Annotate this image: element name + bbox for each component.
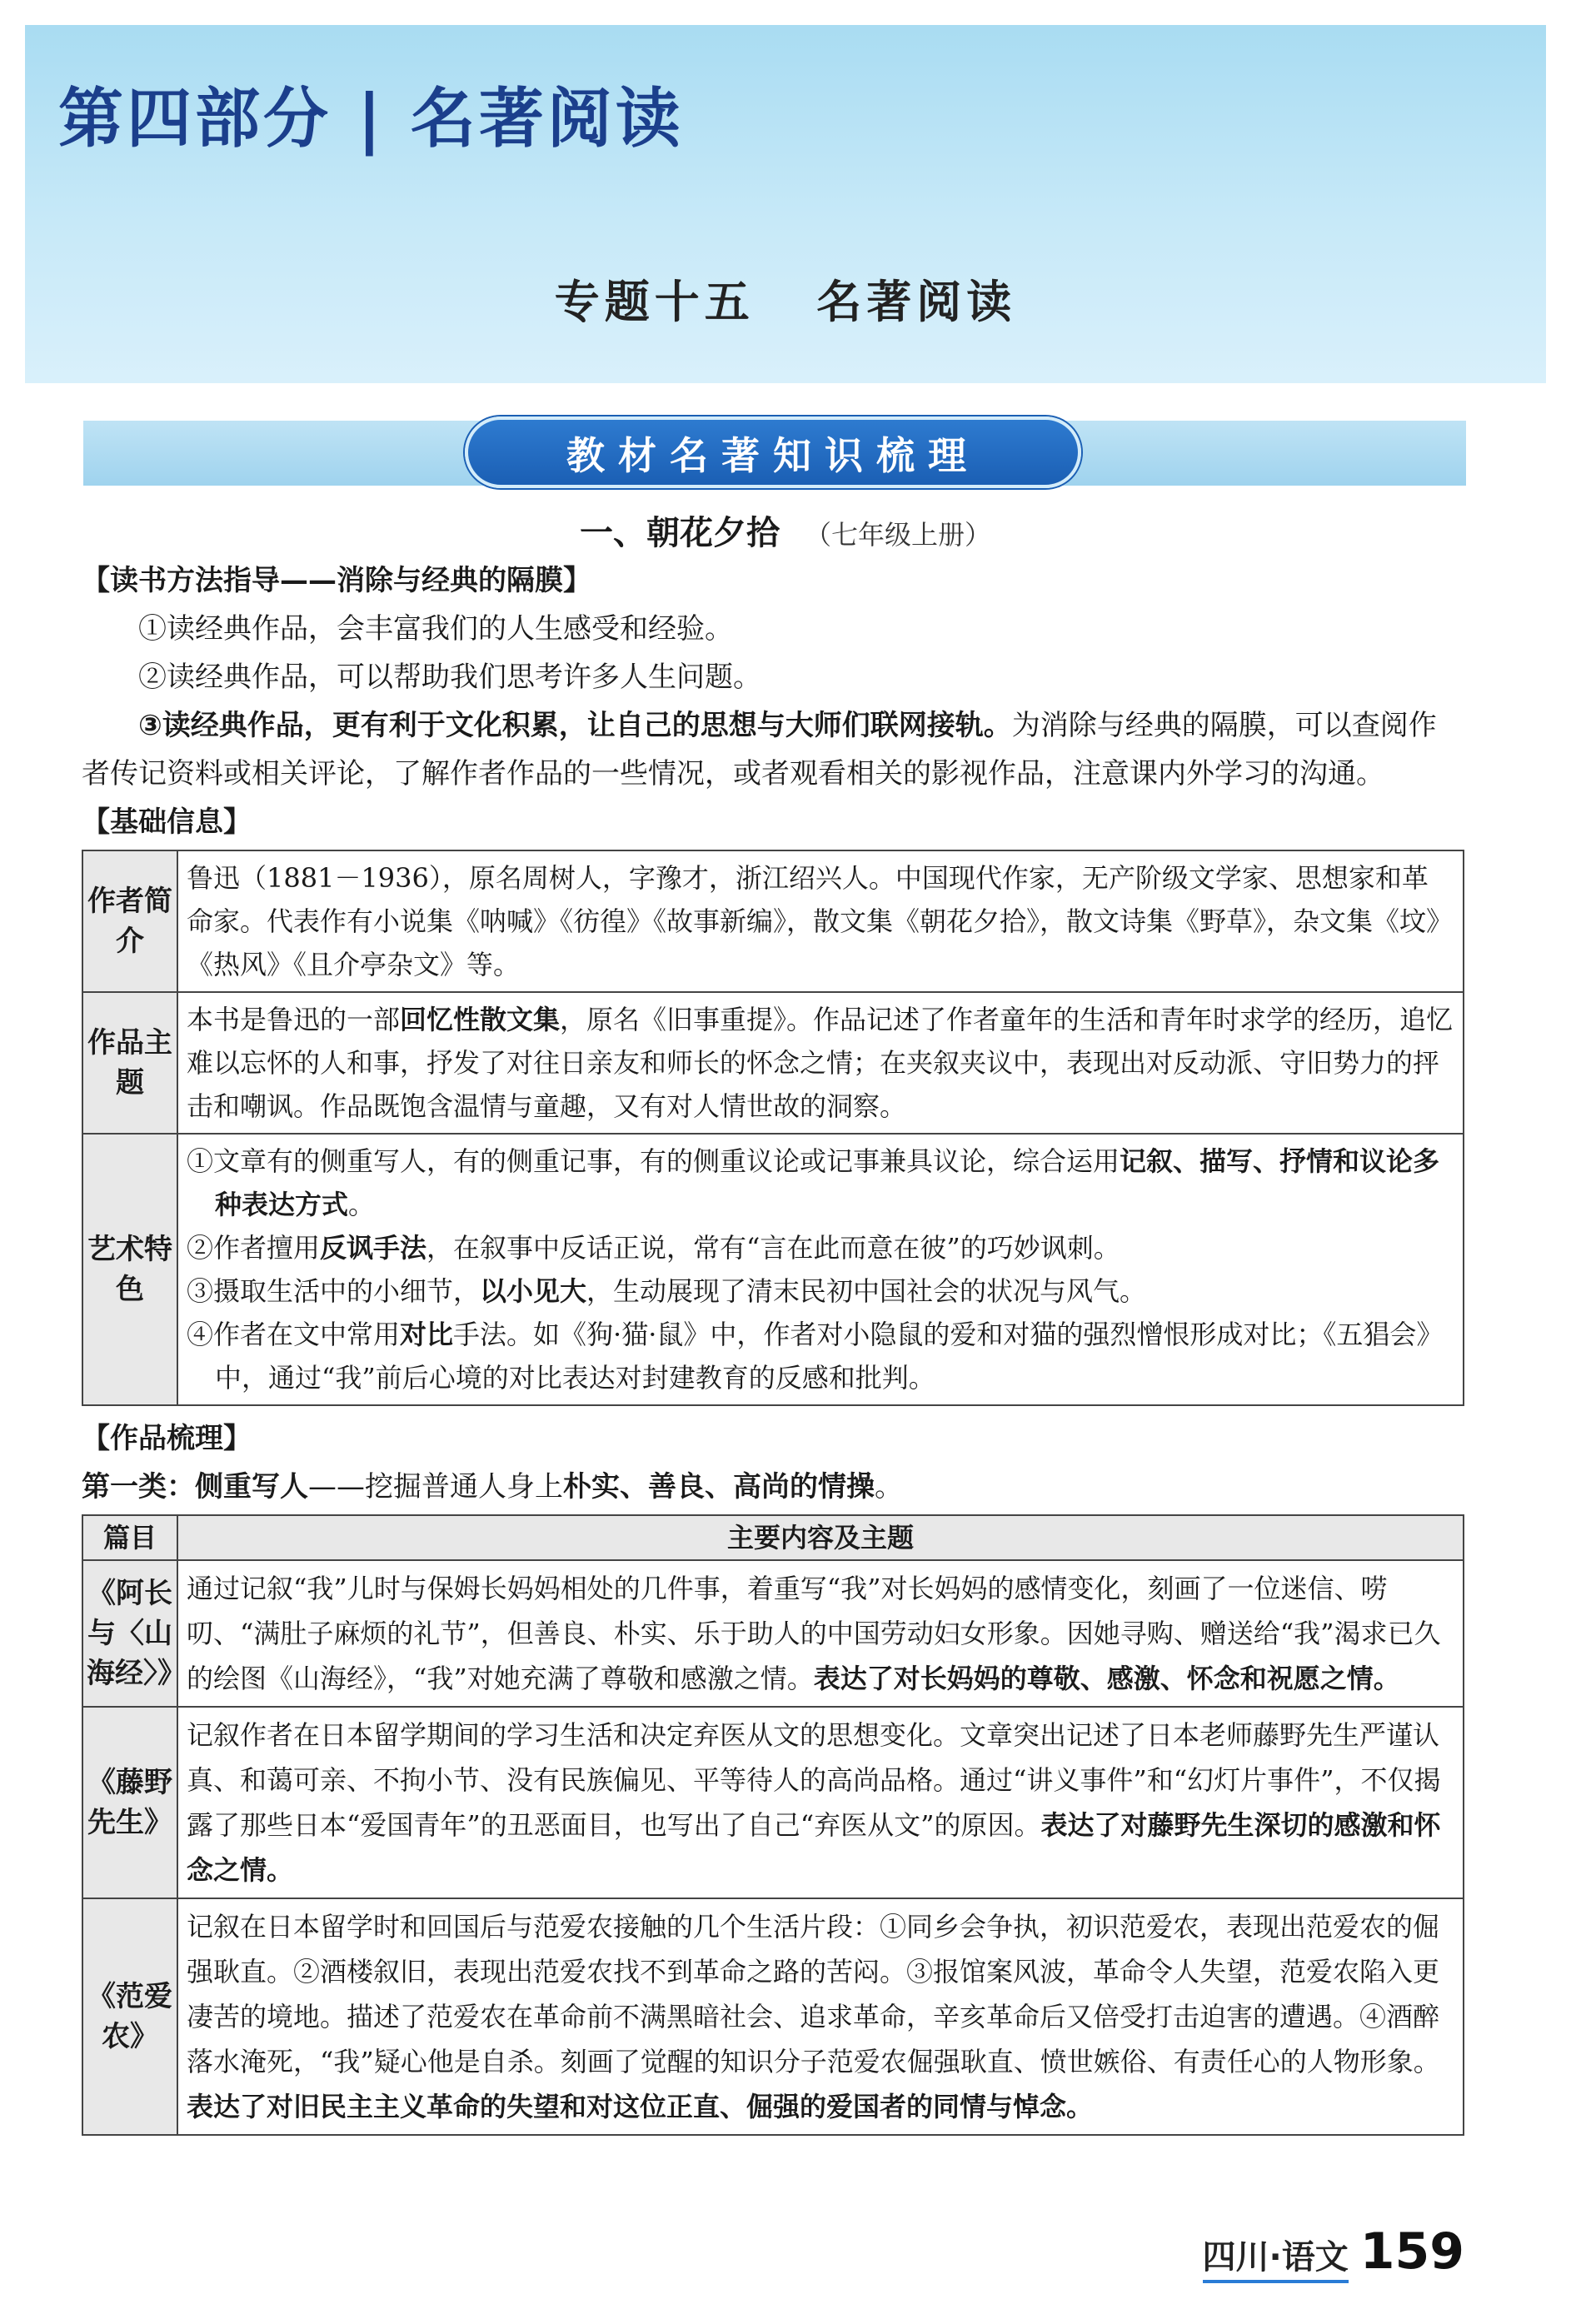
- author-text: 鲁迅（1881－1936），原名周树人，字豫才，浙江绍兴人。中国现代作家，无产阶级文学家、思想家和革命家。代表作有小说集《呐喊》《彷徨》《故事新编》，散文集《朝花夕拾》，散文诗集《野草》，杂文集《坟》《热风》《且介亭杂文》等。: [177, 850, 1464, 992]
- table-row: [82, 1707, 1464, 1898]
- basic-heading: 【基础信息】: [82, 805, 252, 839]
- works-heading: 【作品梳理】: [82, 1422, 252, 1455]
- book-name: 一、朝花夕拾: [579, 514, 780, 552]
- works-header-row: [82, 1515, 1464, 1560]
- method-point-3: [82, 701, 1464, 798]
- table-row: [82, 1560, 1464, 1707]
- art-item-4: ④作者在文中常用对比手法。如《狗·猫·鼠》中，作者对小隐鼠的爱和对猫的强烈憎恨形成对比；《五猖会》中，通过“我”前后心境的对比表达对封建教育的反感和批判。: [187, 1319, 1444, 1394]
- method-point-2: ②读经典作品，可以帮助我们思考许多人生问题。: [138, 661, 761, 694]
- theme-label: 作品主题: [82, 992, 177, 1134]
- art-label: 艺术特色: [82, 1134, 177, 1405]
- basic-info-table: [82, 850, 1464, 1406]
- theme-text: [177, 992, 1464, 1134]
- col-content: 主要内容及主题: [177, 1515, 1464, 1560]
- topic-title: 专题十五 名著阅读: [554, 276, 1017, 328]
- works-category: 第一类：侧重写人——挖掘普通人身上朴实、善良、高尚的情操。: [82, 1470, 903, 1504]
- col-title: 篇目: [82, 1515, 177, 1560]
- works-table: [82, 1514, 1464, 2136]
- section-tag: 教材名著知识梳理: [465, 416, 1081, 488]
- footer-label: 四川·语文: [1203, 2238, 1349, 2283]
- art-features: [177, 1134, 1464, 1405]
- method-point-1: ①读经典作品，会丰富我们的人生感受和经验。: [138, 612, 733, 646]
- work-content: 记叙在日本留学时和回国后与范爱农接触的几个生活片段：①同乡会争执，初识范爱农，表现出范爱农的倔强耿直。②酒楼叙旧，表现出范爱农找不到革命之路的苦闷。③报馆案风波，革命令人失望，范爱农陷入更凄苦的境地。描述了范爱农在革命前不满黑暗社会、追求革命，辛亥革命后又倍受打击迫害的遭遇。④酒醉落水淹死，“我”疑心他是自杀。刻画了觉醒的知识分子范爱农倔强耿直、愤世嫉俗、有责任心的人物形象。表达了对旧民主主义革命的失望和对这位正直、倔强的爱国者的同情与悼念。: [177, 1898, 1464, 2135]
- art-item-1: ①文章有的侧重写人，有的侧重记事，有的侧重议论或记事兼具议论，综合运用记叙、描写、抒情和议论多种表达方式。: [187, 1145, 1440, 1220]
- author-row: [82, 850, 1464, 992]
- method-heading: 【读书方法指导——消除与经典的隔膜】: [82, 564, 591, 597]
- method-point-3-bold: ③读经典作品，更有利于文化积累，让自己的思想与大师们联网接轨。: [138, 709, 1012, 742]
- theme-post: ，原名《旧事重提》。作品记述了作者童年的生活和青年时求学的经历，追忆难以忘怀的人和事，抒发了对往日亲友和师长的怀念之情；在夹叙夹议中，表现出对反动派、守旧势力的抨击和嘲讽。作品既饱含温情与童趣，又有对人情世故的洞察。: [187, 1004, 1454, 1122]
- page-footer: [1203, 2222, 1464, 2281]
- table-row: [82, 1898, 1464, 2135]
- theme-bold: 回忆性散文集: [400, 1004, 561, 1035]
- theme-pre: 本书是鲁迅的一部: [187, 1004, 401, 1035]
- theme-row: [82, 992, 1464, 1134]
- page-content: [82, 556, 1464, 2136]
- art-row: [82, 1134, 1464, 1405]
- book-grade: （七年级上册）: [804, 519, 991, 551]
- art-item-3: ③摄取生活中的小细节，以小见大，生动展现了清末民初中国社会的状况与风气。: [187, 1275, 1147, 1307]
- work-title: 《阿长与〈山海经〉》: [82, 1560, 177, 1707]
- method-point-3-rest: 为消除与经典的隔膜，可以查阅作者传记资料或相关评论，了解作者作品的一些情况，或者观看相关的影视作品，注意课内外学习的沟通。: [82, 709, 1437, 790]
- work-title: 《范爱农》: [82, 1898, 177, 2135]
- work-content: 记叙作者在日本留学期间的学习生活和决定弃医从文的思想变化。文章突出记述了日本老师藤野先生严谨认真、和蔼可亲、不拘小节、没有民族偏见、平等待人的高尚品格。通过“讲义事件”和“幻灯片事件”，不仅揭露了那些日本“爱国青年”的丑恶面目，也写出了自己“弃医从文”的原因。表达了对藤野先生深切的感激和怀念之情。: [177, 1707, 1464, 1898]
- part-title: 第四部分 | 名著阅读: [58, 82, 684, 157]
- work-content: 通过记叙“我”儿时与保姆长妈妈相处的几件事，着重写“我”对长妈妈的感情变化，刻画了一位迷信、唠叨、“满肚子麻烦的礼节”，但善良、朴实、乐于助人的中国劳动妇女形象。因她寻购、赠送给“我”渴求已久的绘图《山海经》，“我”对她充满了尊敬和感激之情。表达了对长妈妈的尊敬、感激、怀念和祝愿之情。: [177, 1560, 1464, 1707]
- work-title: 《藤野先生》: [82, 1707, 177, 1898]
- author-label: 作者简介: [82, 850, 177, 992]
- page-number: 159: [1359, 2222, 1464, 2281]
- art-item-2: ②作者擅用反讽手法，在叙事中反话正说，常有“言在此而意在彼”的巧妙讽刺。: [187, 1232, 1120, 1264]
- book-title: [0, 506, 1571, 554]
